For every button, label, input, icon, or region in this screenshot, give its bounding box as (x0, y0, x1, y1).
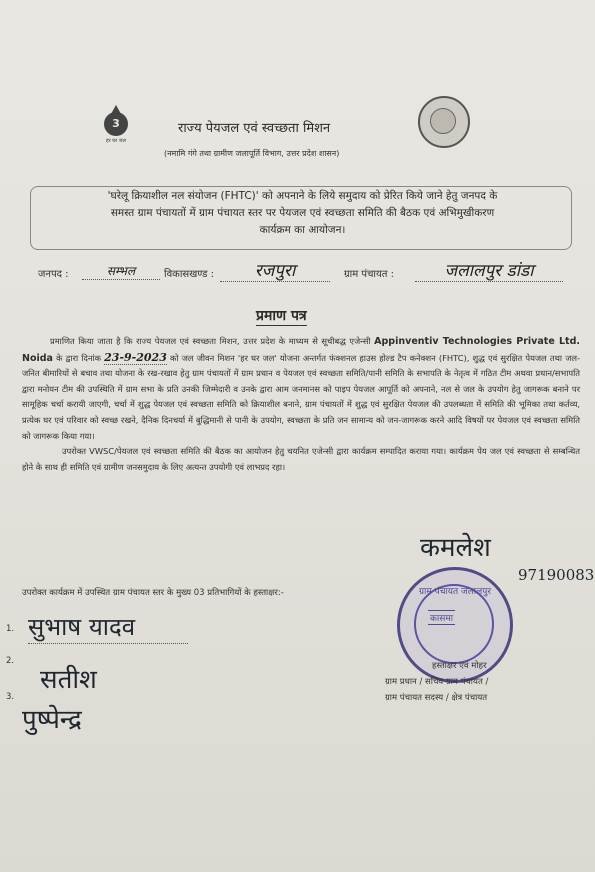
water-mission-logo: 3 हर घर जल (96, 112, 136, 164)
district-value: सम्भल (82, 262, 160, 280)
program-date: 23-9-2023 (104, 350, 167, 364)
subject-text: 'घरेलू क्रियाशील नल संयोजन (FHTC)' को अपनाने के लिये समुदाय को प्रेरित किये जाने हेतु जनपद के समस्त ग्राम पंचायतों में ग्राम पंचायत स्तर पर पेयजल एवं स्वच्छता समिति की बैठक एवं अभिमुखीकरण कार्यक्रम का आयोजन। (107, 190, 498, 236)
mission-title: राज्य पेयजल एवं स्वच्छता मिशन (178, 121, 331, 136)
gram-panchayat-value: जलालपुर डांडा (415, 258, 563, 282)
up-govt-emblem (418, 96, 470, 148)
conclusion-paragraph: उपरोक्त VWSC/पेयजल एवं स्वच्छता समिति की बैठक का आयोजन हेतु चयनित एजेन्सी द्वारा कार्यक्रम सम्पादित कराया गया। कार्यक्रम पेय जल एवं स्वच्छता से सम्बन्धित होने के साथ ही समिति एवं ग्रामीण जनसमुदाय के लिए अत्यन्त उपयोगी एवं लाभप्रद रहा। (22, 446, 580, 472)
stamp-text: ग्राम पंचायत जलालपुर (418, 587, 492, 597)
signature-seal-label: हस्ताक्षर एवं मोहर (432, 661, 487, 671)
signatory-name-handwritten: कमलेश (420, 533, 491, 563)
block-value: रजपुरा (220, 258, 330, 282)
block-label: विकासखण्ड : (164, 269, 215, 280)
certificate-body: प्रमाणित किया जाता है कि राज्य पेयजल एवं स्वच्छता मिशन, उत्तर प्रदेश के माध्यम से सूचीबद्ध एजेन्सी Appinventiv Technologies Private Ltd. Noida के द्वारा दिनांक 23-9-2023 को जल जीवन मिशन 'हर घर जल' योजना अन्तर्गत फंक्शनल हाउस होल्ड टैप कनेक्शन (FHTC), शुद्ध एवं सुरक्षित पेयजल तथा जल-जनित बीमारियों से बचाव तथा योजना के रख-रखाव हेतु ग्राम पंचायतों में ग्राम प्रधान व पेयजल एवं स्वच्छता समिति/पानी समिति के सभापति के नेतृत्व में गठित टीम अथवा प्रधान/सभापति द्वारा मनोयन टीम की उपस्थिति में ग्राम सभा के प्रति उनकी जिम्मेदारी व उनके द्वारा आम जनमानस को पाइप पेयजल आपूर्ति को अपनाने, नल से जल के उपयोग हेतु जागरूक बनाने पर सामूहिक चर्चा करायी जाएगी, चर्चा में शुद्ध पेयजल एवं स्वच्छता समिति को क्रियाशील बनाने, ग्राम पंचायतों में शुद्ध एवं सुरक्षित पेयजल की उपलब्धता में समिति की भूमिका तथा कर्तव्य, प्रत्येक घर एवं परिवार को स्वच्छ रखने, दैनिक दिनचर्या में बुद्धिमानी से पानी के उपयोग, स्वच्छता के प्रति जन सामान्य को जन-जागरूक करने आदि विषयों पर पेयजल एवं स्वच्छता समिति को जागरूक किया गया। उपरोक्त VWSC/पेयजल एवं स्वच्छता समिति की बैठक का आयोजन हेतु चयनित एजेन्सी द्वारा कार्यक्रम सम्पादित कराया गया। कार्यक्रम पेय जल एवं स्वच्छता से सम्बन्धित होने के साथ ही समिति एवं ग्रामीण जनसमुदाय के लिए अत्यन्त उपयोगी एवं लाभप्रद रहा। (22, 334, 580, 475)
participant-signature-3: पुष्पेन्द्र (22, 705, 82, 735)
department-subtitle: (नमामि गंगे तथा ग्रामीण जलापूर्ति विभाग, उत्तर प्रदेश शासन) (164, 149, 340, 158)
signatory-phone-handwritten: 97190083 (518, 566, 595, 584)
gram-panchayat-label: ग्राम पंचायत : (344, 269, 395, 280)
participant-signature-2: सतीश (40, 665, 97, 695)
district-label: जनपद : (38, 269, 69, 280)
signatory-role-line2: ग्राम पंचायत सदस्य / क्षेत्र पंचायत (385, 693, 488, 703)
agency-name: Appinventiv Technologies Private Ltd. Noida (22, 336, 581, 364)
stamp-center-text: कासमा (428, 610, 455, 625)
document-page: 3 हर घर जल राज्य पेयजल एवं स्वच्छता मिशन (नमामि गंगे तथा ग्रामीण जलापूर्ति विभाग, उत्तर प्रदेश शासन) 'घरेलू क्रियाशील नल संयोजन (FHTC)' को अपनाने के लिये समुदाय को प्रेरित किये जाने हेतु जनपद के समस्त ग्राम पंचायतों में ग्राम पंचायत स्तर पर पेयजल एवं स्वच्छता समिति की बैठक एवं अभिमुखीकरण कार्यक्रम का आयोजन। जनपद : सम्भल विकासखण्ड : रजपुरा ग्राम पंचायत : जलालपुर डांडा प्रमाण पत्र प्रमाणित किया जाता है कि राज्य पेयजल एवं स्वच्छता मिशन, उत्तर प्रदेश के माध्यम से सूचीबद्ध एजेन्सी Appinventiv Technologies Private Ltd. Noida के द्वारा दिनांक 23-9-2023 को जल जीवन मिशन 'हर घर जल' योजना अन्तर्गत फंक्शनल हाउस होल्ड टैप कनेक्शन (FHTC), शुद्ध एवं सुरक्षित पेयजल तथा जल-जनित बीमारियों से बचाव तथा योजना के रख-रखाव हेतु ग्राम पंचायतों में ग्राम प्रधान व पेयजल एवं स्वच्छता समिति/पानी समिति के सभापति के नेतृत्व में गठित टीम अथवा प्रधान/सभापति द्वारा मनोयन टीम की उपस्थिति में ग्राम सभा के प्रति उनकी जिम्मेदारी व उनके द्वारा आम जनमानस को पाइप पेयजल आपूर्ति को अपनाने, नल से जल के उपयोग हेतु जागरूक बनाने पर सामूहिक चर्चा करायी जाएगी, चर्चा में शुद्ध पेयजल एवं स्वच्छता समिति को क्रियाशील बनाने, ग्राम पंचायतों में शुद्ध एवं सुरक्षित पेयजल की उपलब्धता में समिति की भूमिका तथा कर्तव्य, प्रत्येक घर एवं परिवार को स्वच्छ रखने, दैनिक दिनचर्या में बुद्धिमानी से पानी के उपयोग, स्वच्छता के प्रति जन सामान्य को जन-जागरूक करने आदि विषयों पर पेयजल एवं स्वच्छता समिति को जागरूक किया गया। उपरोक्त VWSC/पेयजल एवं स्वच्छता समिति की बैठक का आयोजन हेतु चयनित एजेन्सी द्वारा कार्यक्रम सम्पादित कराया गया। कार्यक्रम पेय जल एवं स्वच्छता से सम्बन्धित होने के साथ ही समिति एवं ग्रामीण जनसमुदाय के लिए अत्यन्त उपयोगी एवं लाभप्रद रहा। उपरोक्त कार्यक्रम में उपस्थित ग्राम पंचायत स्तर के मुख्य 03 प्रतिभागियों के हस्ताक्षर:- 1. सुभाष यादव 2. सतीश 3. पुष्पेन्द्र कमलेश 97190083 ग्राम पंचायत जलालपुर कासमा हस्ताक्षर एवं मोहर ग्राम प्रधान / सचिव ग्राम पंचायत / ग्राम पंचायत सदस्य / क्षेत्र पंचायत (0, 0, 595, 872)
participants-intro: उपरोक्त कार्यक्रम में उपस्थित ग्राम पंचायत स्तर के मुख्य 03 प्रतिभागियों के हस्ताक्षर:- (22, 588, 284, 598)
signatory-role-line1: ग्राम प्रधान / सचिव ग्राम पंचायत / (385, 677, 489, 687)
participant-signature-1: सुभाष यादव (28, 610, 188, 644)
certificate-title: प्रमाण पत्र (256, 308, 307, 324)
